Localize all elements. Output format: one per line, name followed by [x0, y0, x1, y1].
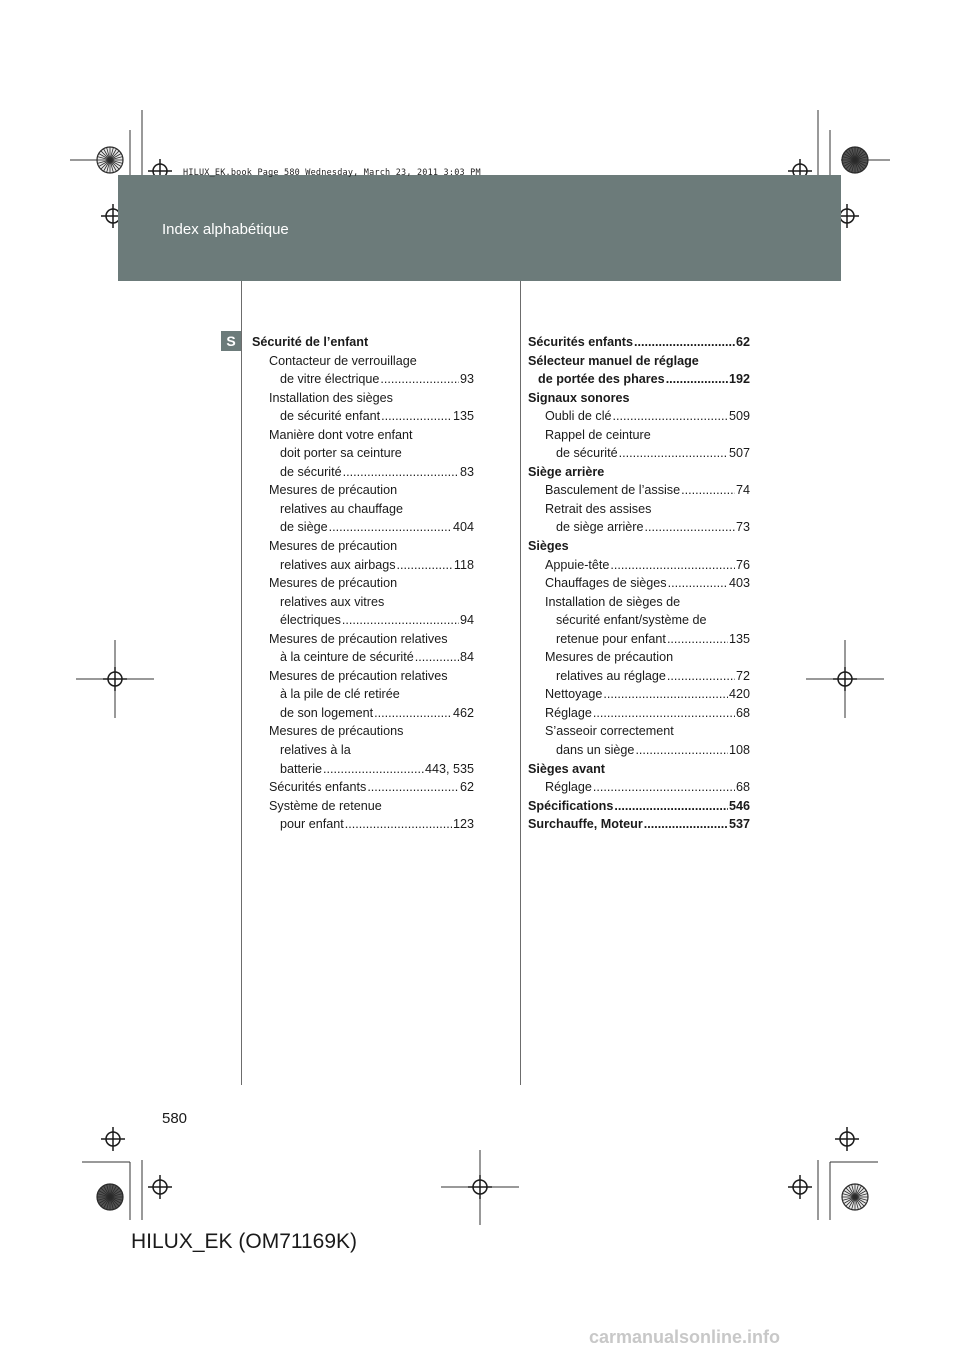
entry-text: Chauffages de sièges: [545, 576, 667, 591]
entry-text: Oubli de clé: [545, 409, 612, 424]
entry-text: de sécurité enfant: [280, 409, 381, 424]
dot-leader: [323, 760, 424, 779]
index-entry: relatives au chauffage: [280, 501, 403, 516]
entry-text: pour enfant: [280, 817, 344, 832]
entry-page: 546: [728, 798, 750, 813]
entry-page: 72: [735, 668, 750, 683]
index-entry: [252, 778, 474, 797]
index-entry: [252, 704, 474, 723]
watermark: carmanualsonline.info: [589, 1327, 781, 1347]
entry-page: 94: [459, 613, 474, 628]
entry-text: à la ceinture de sécurité: [280, 650, 414, 665]
dot-leader: [610, 556, 735, 575]
dot-leader: [329, 518, 452, 537]
entry-page: 108: [728, 743, 750, 758]
index-entry: [528, 815, 750, 834]
index-entry: [252, 815, 474, 834]
index-entry: Mesures de précaution: [269, 483, 398, 498]
index-entry: [528, 667, 750, 686]
index-entry: Installation des sièges: [269, 390, 393, 405]
index-entry: Rappel de ceinture: [545, 427, 651, 442]
index-entry: [528, 685, 750, 704]
index-entry: [252, 370, 474, 389]
index-entry: Sièges: [528, 539, 569, 554]
index-entry: [528, 518, 750, 537]
entry-text: Spécifications: [528, 798, 614, 813]
index-entry: Système de retenue: [269, 798, 382, 813]
index-entry: Mesures de précaution relatives: [269, 668, 448, 683]
entry-page: 68: [735, 705, 750, 720]
entry-page: 420: [728, 687, 750, 702]
entry-text: de sécurité: [556, 446, 618, 461]
entry-text: électriques: [280, 613, 341, 628]
entry-page: 135: [728, 631, 750, 646]
entry-text: retenue pour enfant: [556, 631, 666, 646]
entry-text: de son logement: [280, 705, 374, 720]
entry-text: relatives au réglage: [556, 668, 666, 683]
index-entry: sécurité enfant/système de: [556, 613, 707, 628]
index-entry: S’asseoir correctement: [545, 724, 674, 739]
entry-page: 403: [728, 576, 750, 591]
entry-page: 76: [735, 557, 750, 572]
entry-text: de sécurité: [280, 464, 342, 479]
index-entry: Sécurité de l’enfant: [252, 335, 369, 349]
index-entry: [528, 333, 750, 352]
dot-leader: [613, 407, 728, 426]
index-entry: [528, 370, 750, 389]
book-code: HILUX_EK (OM71169K): [131, 1230, 358, 1253]
index-entry: [252, 556, 474, 575]
entry-page: 404: [452, 520, 474, 535]
dot-leader: [681, 481, 735, 500]
entry-page: 73: [735, 520, 750, 535]
index-entry: [528, 630, 750, 649]
index-entry: [528, 481, 750, 500]
entry-text: dans un siège: [556, 743, 635, 758]
index-entry: [528, 444, 750, 463]
header-title: Index alphabétique: [162, 221, 289, 238]
page-number: 580: [162, 1110, 188, 1127]
entry-page: 83: [459, 464, 474, 479]
index-entry: Signaux sonores: [528, 390, 630, 405]
dot-leader: [345, 815, 452, 834]
section-letter-tab: S: [221, 331, 241, 351]
dot-leader: [397, 556, 453, 575]
dot-leader: [635, 741, 728, 760]
dot-leader: [667, 667, 735, 686]
entry-page: 93: [459, 372, 474, 387]
index-entry: Contacteur de verrouillage: [269, 353, 417, 368]
entry-text: Sécurités enfants: [269, 780, 367, 795]
dot-leader: [666, 370, 728, 389]
entry-page: 507: [728, 446, 750, 461]
entry-text: de vitre électrique: [280, 372, 380, 387]
dot-leader: [367, 778, 459, 797]
index-entry: relatives aux vitres: [280, 594, 385, 609]
index-entry: [252, 407, 474, 426]
index-entry: Manière dont votre enfant: [269, 427, 413, 442]
dot-leader: [668, 574, 728, 593]
entry-page: 537: [728, 817, 750, 832]
index-entry: Retrait des assises: [545, 501, 652, 516]
entry-text: de siège arrière: [556, 520, 644, 535]
dot-leader: [644, 815, 728, 834]
entry-page: 443, 535: [424, 761, 474, 776]
entry-page: 462: [452, 705, 474, 720]
entry-page: 84: [459, 650, 474, 665]
entry-page: 509: [728, 409, 750, 424]
dot-leader: [593, 704, 735, 723]
dot-leader: [343, 463, 459, 482]
entry-page: 135: [452, 409, 474, 424]
entry-text: de siège: [280, 520, 328, 535]
entry-text: batterie: [280, 761, 323, 776]
index-entry: [528, 797, 750, 816]
entry-text: Réglage: [545, 780, 592, 795]
entry-text: Réglage: [545, 705, 592, 720]
entry-page: 62: [735, 335, 750, 349]
index-entry: [528, 574, 750, 593]
column-divider-left: [241, 281, 242, 1085]
column-divider-middle: [520, 281, 521, 1085]
index-entry: [528, 704, 750, 723]
index-entry: [528, 407, 750, 426]
entry-text: de portée des phares: [538, 372, 665, 387]
index-entry: Siège arrière: [528, 464, 605, 479]
index-entry: [528, 778, 750, 797]
index-entry: [252, 648, 474, 667]
dot-leader: [667, 630, 728, 649]
index-entry: relatives à la: [280, 743, 351, 758]
entry-page: 192: [728, 372, 750, 387]
index-entry: [528, 741, 750, 760]
entry-text: Surchauffe, Moteur: [528, 817, 643, 832]
dot-leader: [614, 797, 728, 816]
entry-text: Appuie-tête: [545, 557, 610, 572]
entry-text: Nettoyage: [545, 687, 603, 702]
entry-page: 62: [459, 780, 474, 795]
entry-page: 68: [735, 780, 750, 795]
book-stamp: HILUX_EK.book Page 580 Wednesday, March 23, 2011 3:03 PM: [183, 168, 481, 178]
dot-leader: [415, 648, 459, 667]
index-column-left: [252, 333, 474, 834]
index-entry: Installation de sièges de: [545, 594, 681, 609]
dot-leader: [593, 778, 735, 797]
entry-text: Basculement de l’assise: [545, 483, 681, 498]
index-entry: [252, 611, 474, 630]
index-entry: Mesures de précaution: [269, 576, 398, 591]
index-entry: [252, 463, 474, 482]
index-column-right: [528, 333, 750, 834]
dot-leader: [342, 611, 459, 630]
dot-leader: [374, 704, 452, 723]
index-entry: Sièges avant: [528, 761, 606, 776]
dot-leader: [380, 370, 459, 389]
entry-page: 118: [453, 557, 474, 572]
index-entry: Mesures de précautions: [269, 724, 404, 739]
index-entry: Mesures de précaution: [545, 650, 674, 665]
entry-page: 74: [735, 483, 750, 498]
dot-leader: [381, 407, 452, 426]
entry-text: relatives aux airbags: [280, 557, 396, 572]
dot-leader: [619, 444, 728, 463]
index-entry: [252, 760, 474, 779]
index-entry: [252, 518, 474, 537]
entry-page: 123: [452, 817, 474, 832]
index-entry: Mesures de précaution: [269, 539, 398, 554]
index-entry: Mesures de précaution relatives: [269, 631, 448, 646]
dot-leader: [603, 685, 728, 704]
index-entry: doit porter sa ceinture: [280, 446, 402, 461]
entry-text: Sécurités enfants: [528, 335, 633, 349]
index-entry: Sélecteur manuel de réglage: [528, 353, 699, 368]
dot-leader: [645, 518, 735, 537]
index-entry: [528, 556, 750, 575]
index-entry: à la pile de clé retirée: [280, 687, 400, 702]
dot-leader: [634, 333, 735, 352]
